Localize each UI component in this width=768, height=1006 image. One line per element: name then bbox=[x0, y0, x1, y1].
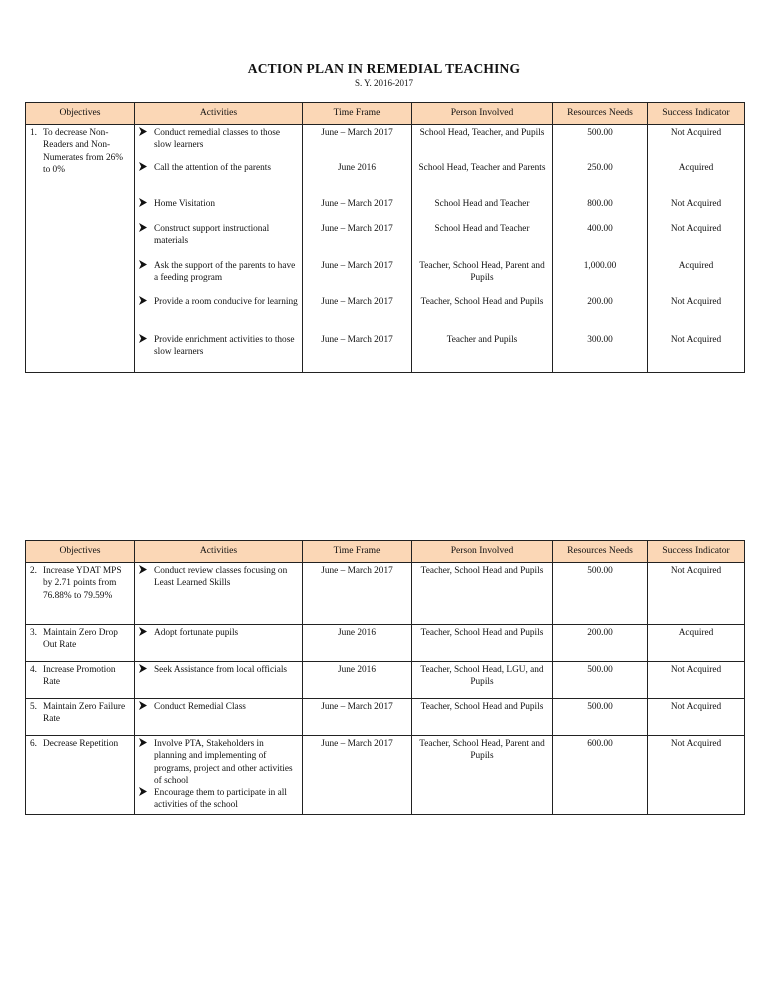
indicator-cell bbox=[648, 563, 745, 625]
activity-text: Ask the support of the parents to have a feeding program bbox=[154, 260, 296, 283]
activity-item bbox=[139, 334, 298, 359]
action-plan-table-2 bbox=[25, 540, 745, 815]
resources-cell bbox=[553, 736, 648, 815]
time-frame-cell bbox=[303, 662, 412, 699]
person-block: Teacher, School Head, Parent and Pupils bbox=[419, 260, 545, 283]
arrowhead-bullet-icon bbox=[139, 162, 154, 174]
header-objectives: Objectives bbox=[26, 541, 135, 563]
resources-cell-text: 600.00 bbox=[587, 739, 613, 749]
objective-text: Increase Promotion Rate bbox=[43, 665, 116, 688]
person-involved-cell-text: Teacher, School Head, LGU, and Pupils bbox=[420, 665, 544, 688]
resources-cell bbox=[553, 125, 648, 373]
time-frame-cell bbox=[303, 625, 412, 662]
person-block: Teacher and Pupils bbox=[446, 334, 518, 345]
activity-item bbox=[139, 701, 298, 713]
indicator-cell-text: Not Acquired bbox=[670, 702, 722, 712]
person-involved-cell-text: Teacher, School Head and Pupils bbox=[420, 566, 544, 576]
time-frame-cell bbox=[303, 563, 412, 625]
header-time-frame: Time Frame bbox=[303, 541, 412, 563]
activity-item bbox=[139, 296, 298, 308]
table-row bbox=[26, 563, 745, 625]
person-block: School Head, Teacher, and Pupils bbox=[419, 128, 545, 138]
resources-cell-text: 500.00 bbox=[587, 702, 613, 712]
person-involved-cell bbox=[412, 699, 553, 736]
activity-block bbox=[135, 125, 302, 162]
activity-block bbox=[135, 162, 302, 199]
resources-block: 1,000.00 bbox=[583, 260, 617, 271]
person-block: School Head, Teacher and Parents bbox=[418, 162, 546, 173]
objective-text: Maintain Zero Failure Rate bbox=[43, 702, 126, 725]
indicator-cell bbox=[648, 662, 745, 699]
table-row bbox=[26, 736, 745, 815]
activity-item bbox=[139, 260, 298, 285]
objective-text: Decrease Repetition bbox=[43, 739, 119, 749]
indicator-cell-text: Not Acquired bbox=[670, 739, 722, 749]
action-plan-table-1 bbox=[25, 102, 745, 373]
activity-item bbox=[139, 198, 298, 210]
activity-text: Adopt fortunate pupils bbox=[154, 628, 239, 638]
objective-cell bbox=[26, 662, 135, 699]
activities-cell bbox=[135, 625, 303, 662]
resources-block: 300.00 bbox=[587, 334, 613, 345]
objective-cell bbox=[26, 625, 135, 662]
time-frame-cell-text: June – March 2017 bbox=[321, 739, 393, 749]
indicator-block: Not Acquired bbox=[670, 199, 722, 209]
indicator-cell bbox=[648, 125, 745, 373]
time-frame-cell-text: June 2016 bbox=[338, 628, 376, 638]
activity-text: Call the attention of the parents bbox=[154, 162, 271, 173]
indicator-block: Not Acquired bbox=[670, 224, 722, 234]
table-row bbox=[26, 662, 745, 699]
arrowhead-bullet-icon bbox=[139, 565, 154, 590]
indicator-cell-text: Acquired bbox=[678, 628, 714, 638]
resources-cell bbox=[553, 662, 648, 699]
time-frame-cell-text: June 2016 bbox=[338, 665, 376, 675]
activity-text: Involve PTA, Stakeholders in planning and implementing of programs, project and other activities of school bbox=[154, 739, 293, 786]
arrowhead-bullet-icon bbox=[139, 260, 154, 285]
person-involved-cell-text: Teacher, School Head and Pupils bbox=[420, 628, 544, 638]
arrowhead-bullet-icon bbox=[139, 701, 154, 713]
arrowhead-bullet-icon bbox=[139, 627, 154, 639]
objective-number: 2. bbox=[30, 566, 37, 576]
time-block: June – March 2017 bbox=[321, 128, 393, 138]
activity-block bbox=[135, 198, 302, 223]
header-resources-needs: Resources Needs bbox=[553, 541, 648, 563]
resources-cell-text: 500.00 bbox=[587, 566, 613, 576]
time-frame-cell-text: June – March 2017 bbox=[321, 702, 393, 712]
resources-block: 800.00 bbox=[587, 199, 613, 209]
activity-text: Construct support instructional materials bbox=[154, 224, 270, 247]
time-frame-cell bbox=[303, 125, 412, 373]
person-block: Teacher, School Head and Pupils bbox=[420, 297, 544, 307]
activities-cell bbox=[135, 699, 303, 736]
indicator-cell bbox=[648, 699, 745, 736]
activities-cell bbox=[135, 736, 303, 815]
activity-text: Home Visitation bbox=[154, 199, 215, 209]
activity-text: Provide a room conducive for learning bbox=[154, 297, 298, 307]
arrowhead-bullet-icon bbox=[139, 738, 154, 787]
resources-cell bbox=[553, 563, 648, 625]
header-person-involved: Person Involved bbox=[412, 103, 553, 125]
resources-cell bbox=[553, 625, 648, 662]
table-row bbox=[26, 125, 745, 373]
resources-block: 250.00 bbox=[587, 162, 613, 173]
person-involved-cell bbox=[412, 736, 553, 815]
resources-cell-text: 500.00 bbox=[587, 665, 613, 675]
time-block: June – March 2017 bbox=[321, 334, 393, 345]
activity-item bbox=[139, 787, 298, 812]
person-involved-cell bbox=[412, 125, 553, 373]
activity-text: Conduct remedial classes to those slow learners bbox=[154, 128, 280, 151]
objective-text: To decrease Non-Readers and Non-Numerates from 26% to 0% bbox=[43, 128, 124, 175]
school-year: S. Y. 2016-2017 bbox=[354, 78, 413, 88]
objective-cell bbox=[26, 563, 135, 625]
time-frame-cell bbox=[303, 699, 412, 736]
indicator-block: Acquired bbox=[678, 260, 714, 271]
time-block: June 2016 bbox=[338, 162, 376, 173]
objective-number: 4. bbox=[30, 665, 37, 675]
arrowhead-bullet-icon bbox=[139, 296, 154, 308]
objective-text: Maintain Zero Drop Out Rate bbox=[43, 628, 118, 651]
objective-cell bbox=[26, 125, 135, 373]
person-involved-cell bbox=[412, 563, 553, 625]
indicator-cell-text: Not Acquired bbox=[670, 665, 722, 675]
activity-item bbox=[139, 127, 298, 152]
resources-cell-text: 200.00 bbox=[587, 628, 613, 638]
time-frame-cell bbox=[303, 736, 412, 815]
document-title: ACTION PLAN IN REMEDIAL TEACHING bbox=[247, 61, 521, 76]
person-involved-cell-text: Teacher, School Head and Pupils bbox=[420, 702, 544, 712]
objective-number: 6. bbox=[30, 739, 37, 749]
arrowhead-bullet-icon bbox=[139, 127, 154, 152]
activity-text: Seek Assistance from local officials bbox=[154, 665, 288, 675]
person-involved-cell bbox=[412, 662, 553, 699]
arrowhead-bullet-icon bbox=[139, 664, 154, 676]
resources-cell bbox=[553, 699, 648, 736]
objective-number: 3. bbox=[30, 628, 37, 638]
time-block: June – March 2017 bbox=[321, 260, 393, 271]
arrowhead-bullet-icon bbox=[139, 223, 154, 248]
activity-text: Provide enrichment activities to those slow learners bbox=[154, 334, 295, 357]
resources-block: 200.00 bbox=[587, 297, 613, 307]
activity-block bbox=[135, 334, 302, 372]
activity-item bbox=[139, 627, 298, 639]
objective-cell bbox=[26, 699, 135, 736]
activity-block bbox=[135, 296, 302, 334]
indicator-cell-text: Not Acquired bbox=[670, 566, 722, 576]
activity-block bbox=[135, 223, 302, 260]
table-row bbox=[26, 625, 745, 662]
activity-item bbox=[139, 664, 298, 676]
time-block: June – March 2017 bbox=[321, 224, 393, 234]
activity-item bbox=[139, 223, 298, 248]
activity-text: Encourage them to participate in all activities of the school bbox=[154, 788, 287, 811]
header-activities: Activities bbox=[135, 103, 303, 125]
resources-block: 500.00 bbox=[587, 128, 613, 138]
person-block: School Head and Teacher bbox=[434, 224, 530, 234]
time-block: June – March 2017 bbox=[321, 199, 393, 209]
activity-block bbox=[135, 260, 302, 297]
objective-number: 1. bbox=[30, 128, 37, 138]
person-involved-cell bbox=[412, 625, 553, 662]
header-activities: Activities bbox=[135, 541, 303, 563]
header-person-involved: Person Involved bbox=[412, 541, 553, 563]
objective-cell bbox=[26, 736, 135, 815]
indicator-block: Acquired bbox=[678, 162, 714, 173]
table-row bbox=[26, 699, 745, 736]
activity-item bbox=[139, 162, 298, 174]
resources-block: 400.00 bbox=[587, 224, 613, 234]
arrowhead-bullet-icon bbox=[139, 334, 154, 359]
header-success-indicator: Success Indicator bbox=[648, 103, 745, 125]
table-header-row bbox=[26, 541, 745, 563]
activity-text: Conduct Remedial Class bbox=[154, 702, 246, 712]
activity-item bbox=[139, 738, 298, 787]
activities-cell bbox=[135, 125, 303, 373]
activities-cell bbox=[135, 662, 303, 699]
arrowhead-bullet-icon bbox=[139, 787, 154, 812]
indicator-block: Not Acquired bbox=[670, 334, 722, 345]
indicator-cell bbox=[648, 736, 745, 815]
indicator-cell bbox=[648, 625, 745, 662]
activity-text: Conduct review classes focusing on Least Learned Skills bbox=[154, 566, 288, 589]
table-header-row bbox=[26, 103, 745, 125]
objective-number: 5. bbox=[30, 702, 37, 712]
header-time-frame: Time Frame bbox=[303, 103, 412, 125]
time-block: June – March 2017 bbox=[321, 297, 393, 307]
person-block: School Head and Teacher bbox=[434, 199, 530, 209]
objective-text: Increase YDAT MPS by 2.71 points from 76.88% to 79.59% bbox=[43, 566, 122, 601]
activities-cell bbox=[135, 563, 303, 625]
header-success-indicator: Success Indicator bbox=[648, 541, 745, 563]
arrowhead-bullet-icon bbox=[139, 198, 154, 210]
time-frame-cell-text: June – March 2017 bbox=[321, 566, 393, 576]
indicator-block: Not Acquired bbox=[670, 297, 722, 307]
person-involved-cell-text: Teacher, School Head, Parent and Pupils bbox=[419, 739, 545, 762]
header-objectives: Objectives bbox=[26, 103, 135, 125]
activity-item bbox=[139, 565, 298, 590]
header-resources-needs: Resources Needs bbox=[553, 103, 648, 125]
indicator-block: Not Acquired bbox=[670, 128, 722, 138]
